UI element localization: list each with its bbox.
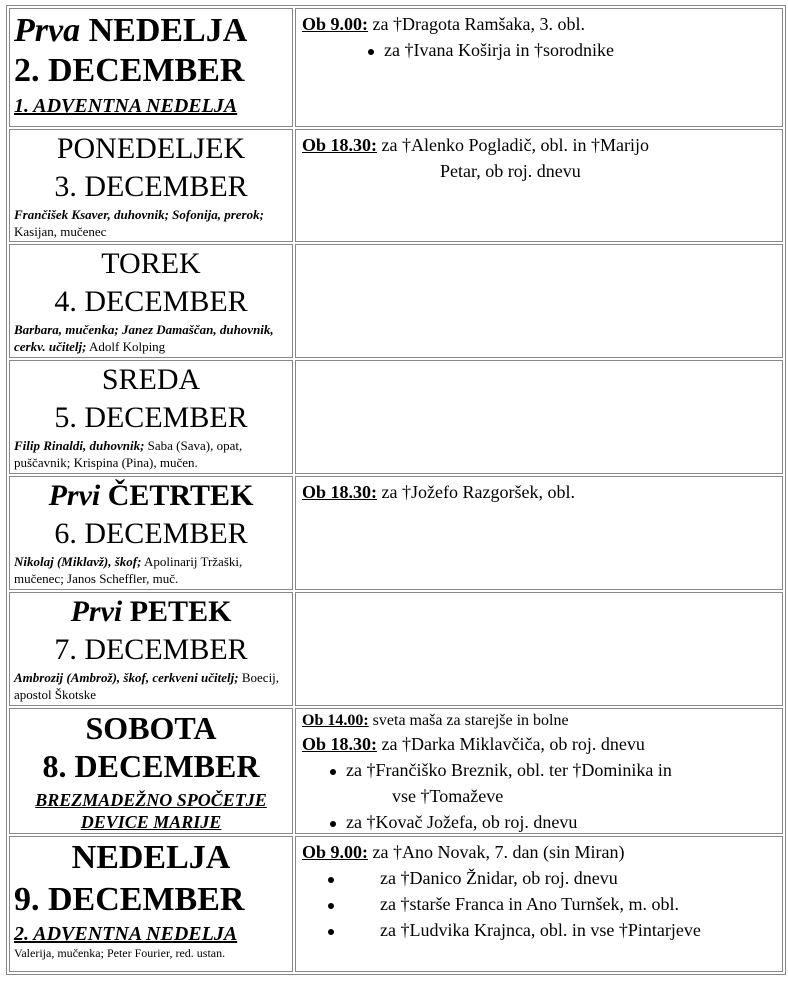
mass-bullet: za †Ludvika Krajnca, obl. in vse †Pintarjeve [302, 917, 782, 943]
mass-entry: Ob 9.00: za †Dragota Ramšaka, 3. obl. [302, 14, 585, 34]
day-date: 5. DECEMBER [54, 401, 248, 434]
mass-entry: Ob 9.00: za †Ano Novak, 7. dan (sin Miran) [302, 842, 625, 862]
saints-text: Frančišek Ksaver, duhovnik; Sofonija, prerok; Kasijan, mučenec [14, 207, 264, 239]
day-name: TOREK [101, 247, 201, 280]
day-date: 8. DECEMBER [42, 748, 260, 784]
mass-entry: Ob 18.30: za †Alenko Pogladič, obl. in †Marijo [302, 135, 649, 155]
day-date: 9. DECEMBER [14, 881, 245, 918]
saints-text: Valerija, mučenka; Peter Fourier, red. ustan. [14, 946, 226, 960]
mass-bullet: za †Frančiško Breznik, obl. ter †Dominika in [302, 757, 782, 783]
mass-cell [295, 244, 783, 358]
schedule-row [9, 476, 783, 590]
day-date: 7. DECEMBER [54, 633, 248, 666]
schedule-row [9, 129, 783, 242]
mass-cell [295, 708, 783, 834]
day-name: Prvi PETEK [70, 595, 232, 628]
bullet-icon [328, 903, 334, 909]
mass-cell [295, 129, 783, 242]
schedule-row [9, 836, 783, 972]
mass-entry: Ob 18.30: za †Darka Miklavčiča, ob roj. dnevu [302, 734, 645, 754]
mass-cell [295, 476, 783, 590]
mass-bullet: za †Ivana Koširja in †sorodnike [302, 37, 782, 63]
day-cell [9, 360, 293, 474]
mass-entry: Ob 14.00: sveta maša za starejše in bolne [302, 712, 569, 729]
day-date: 3. DECEMBER [54, 170, 248, 203]
day-name: SOBOTA [85, 710, 217, 746]
mass-schedule-table [6, 5, 786, 975]
day-cell [9, 476, 293, 590]
mass-entry: Ob 18.30: za †Jožefo Razgoršek, obl. [302, 482, 575, 502]
mass-bullet: za †Kovač Jožefa, ob roj. dnevu [302, 809, 782, 834]
saints-text: Barbara, mučenka; Janez Damaščan, duhovnik, cerkv. učitelj; Adolf Kolping [14, 322, 274, 354]
day-name: SREDA [101, 363, 201, 396]
bullet-icon [328, 929, 334, 935]
bullet-icon [330, 769, 336, 775]
mass-cell [295, 360, 783, 474]
day-name: PONEDELJEK [56, 132, 246, 165]
mass-entry-cont: Petar, ob roj. dnevu [440, 161, 581, 181]
saints-text: Ambrozij (Ambrož), škof, cerkveni učitelj; Boecij, apostol Škotske [14, 670, 280, 702]
day-name: Prvi ČETRTEK [48, 479, 254, 512]
mass-bullet: za †starše Franca in Ano Turnšek, m. obl. [302, 891, 782, 917]
day-date: 4. DECEMBER [54, 285, 248, 318]
day-cell [9, 836, 293, 972]
schedule-row [9, 708, 783, 834]
day-cell [9, 8, 293, 127]
day-cell [9, 708, 293, 834]
saints-text: Nikolaj (Miklavž), škof; Apolinarij Tržaški, mučenec; Janos Scheffler, muč. [14, 554, 243, 586]
bullet-icon [328, 877, 334, 883]
mass-cell [295, 592, 783, 706]
schedule-row [9, 8, 783, 127]
bullet-icon [330, 821, 336, 827]
day-cell [9, 592, 293, 706]
feast-name: 1. ADVENTNA NEDELJA [14, 95, 238, 117]
schedule-row [9, 360, 783, 474]
mass-cell [295, 8, 783, 127]
day-name: NEDELJA [71, 839, 231, 876]
day-date: 2. DECEMBER [14, 52, 245, 89]
mass-bullet: za †Danico Žnidar, ob roj. dnevu [302, 865, 782, 891]
bullet-icon [368, 49, 374, 55]
feast-name: BREZMADEŽNO SPOČETJE [35, 790, 267, 810]
mass-cell [295, 836, 783, 972]
feast-name: 2. ADVENTNA NEDELJA [14, 923, 238, 945]
schedule-row [9, 592, 783, 706]
mass-bullet-cont: vse †Tomaževe [392, 786, 504, 806]
feast-name-cont: DEVICE MARIJE [80, 812, 222, 832]
schedule-row [9, 244, 783, 358]
saints-text: Filip Rinaldi, duhovnik; Saba (Sava), opat, puščavnik; Krispina (Pina), mučen. [14, 438, 243, 470]
day-date: 6. DECEMBER [54, 517, 248, 550]
day-cell [9, 244, 293, 358]
day-name: Prva NEDELJA [14, 12, 248, 49]
day-cell [9, 129, 293, 242]
